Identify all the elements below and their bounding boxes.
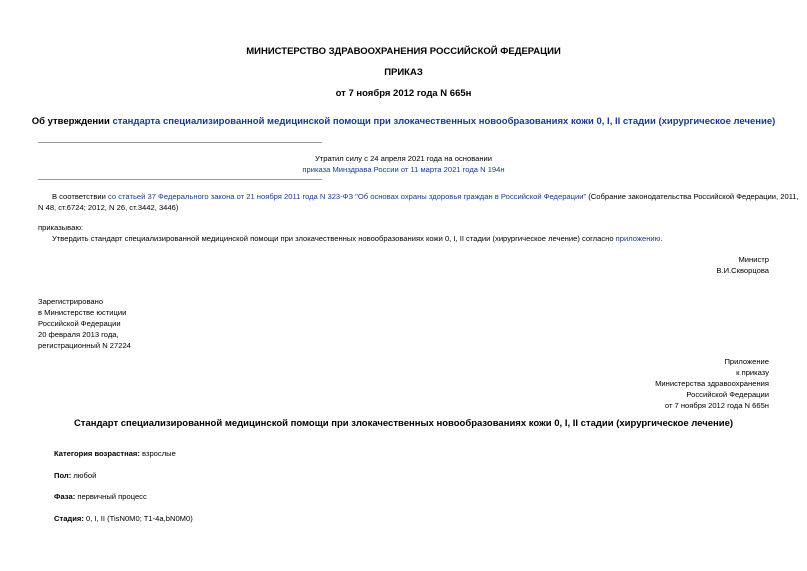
field-label: Категория возрастная: <box>54 449 140 458</box>
order-heading: ПРИКАЗ <box>384 67 423 78</box>
appendix-line: Министерства здравоохранения <box>655 379 769 388</box>
registration-line: регистрационный N 27224 <box>38 341 131 350</box>
standard-heading: Стандарт специализированной медицинской помощи при злокачественных новообразованиях кожи 0, I, II стадии (хирургическое лечение) <box>73 418 734 429</box>
registration-block <box>38 296 131 351</box>
ministry-heading: МИНИСТЕРСТВО ЗДРАВООХРАНЕНИЯ РОССИЙСКОЙ ФЕДЕРАЦИИ <box>246 46 561 57</box>
standard-title-link[interactable]: стандарта специализированной медицинской помощи при злокачественных новообразованиях кожи 0, I, II стадии (хирургическое лечение) <box>112 116 776 127</box>
registration-line: 20 февраля 2013 года, <box>38 330 119 339</box>
divider-top <box>38 142 322 143</box>
signature-role: Министр <box>738 255 769 264</box>
field-phase <box>54 491 147 502</box>
appendix-line: от 7 ноября 2012 года N 665н <box>664 401 769 410</box>
appendix-link[interactable]: приложению <box>615 234 661 243</box>
repeal-order-link[interactable]: приказа Минздрава России от 11 марта 2021 года N 194н <box>302 165 505 174</box>
field-value: взрослые <box>139 449 176 458</box>
title-prefix: Об утверждении <box>31 116 113 127</box>
field-age-category <box>54 448 176 459</box>
registration-line: в Министерстве юстиции <box>38 308 127 317</box>
appendix-block <box>655 356 769 411</box>
para1-prefix: В соответствии <box>52 192 109 201</box>
document-title <box>0 116 807 127</box>
field-value: 0, I, II (TisN0M0; T1-4a,bN0M0) <box>83 514 193 523</box>
para1-line2: N 48, ст.6724; 2012, N 26, ст.3442, 3446) <box>38 203 179 212</box>
field-value: любой <box>71 471 97 480</box>
field-label: Пол: <box>54 471 72 480</box>
field-label: Фаза: <box>54 492 76 501</box>
field-sex <box>54 470 96 481</box>
orders-label: приказываю: <box>38 223 84 232</box>
field-value: первичный процесс <box>75 492 147 501</box>
field-stage <box>54 513 193 524</box>
approve-end: . <box>660 234 663 243</box>
order-date: от 7 ноября 2012 года N 665н <box>335 88 472 99</box>
divider-bottom <box>38 179 322 180</box>
field-label: Стадия: <box>54 514 84 523</box>
approve-text: Утвердить стандарт специализированной медицинской помощи при злокачественных новообразованиях кожи 0, I, II стадии (хирургическое лечение) согласно <box>52 234 616 243</box>
signature-name: В.И.Скворцова <box>716 266 769 275</box>
registration-line: Зарегистрировано <box>38 297 104 306</box>
legal-basis-paragraph <box>52 191 799 202</box>
appendix-line: к приказу <box>736 368 769 377</box>
para1-suffix: (Собрание законодательства Российской Федерации, 2011, <box>586 192 799 201</box>
repeal-notice: Утратил силу с 24 апреля 2021 года на основании <box>314 154 493 163</box>
appendix-line: Российской Федерации <box>686 390 769 399</box>
approve-paragraph <box>52 233 662 244</box>
registration-line: Российской Федерации <box>38 319 121 328</box>
appendix-line: Приложение <box>724 357 769 366</box>
federal-law-link[interactable]: со статьей 37 Федерального закона от 21 ноября 2011 года N 323-ФЗ "Об основах охраны здоровья граждан в Российской Федерации" <box>108 192 587 201</box>
